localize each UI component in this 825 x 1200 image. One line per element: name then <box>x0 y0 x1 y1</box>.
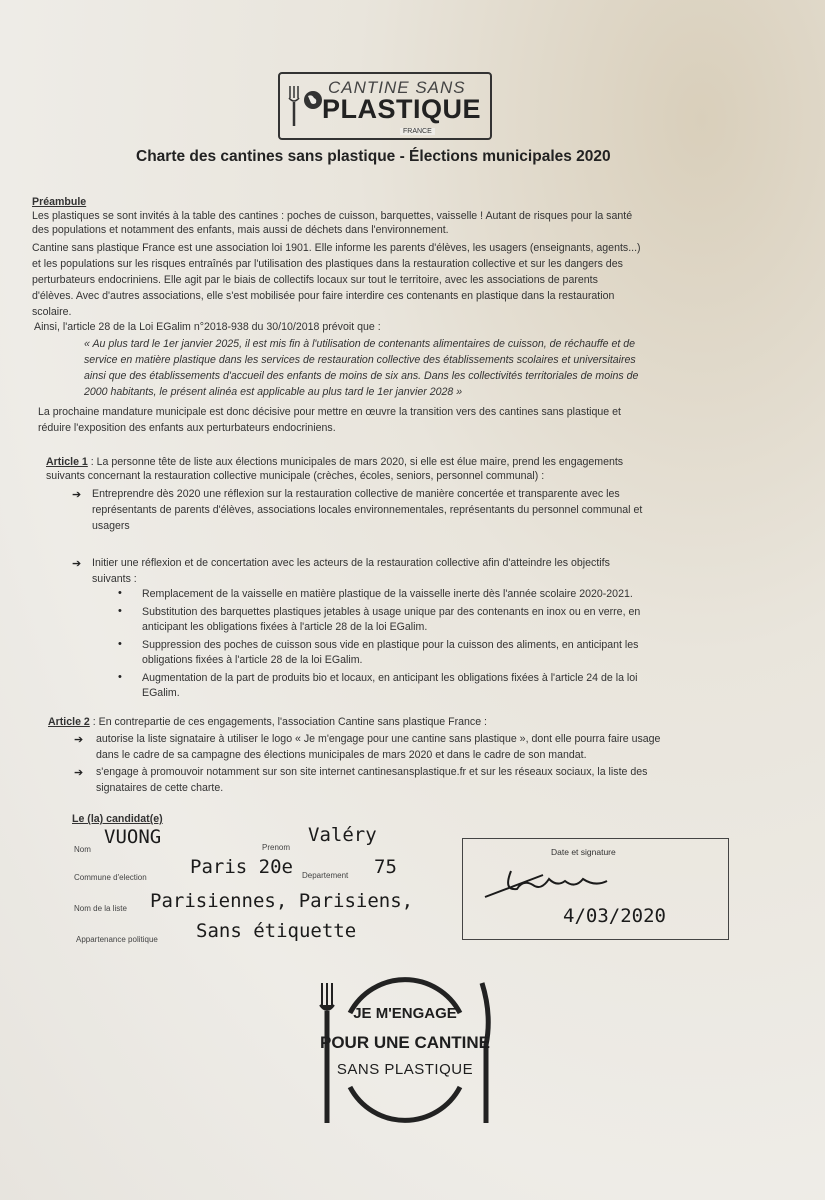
badge-line-2: POUR UNE CANTINE <box>319 1033 490 1052</box>
article2-item-line: autorise la liste signataire à utiliser le logo « Je m'engage pour une cantine sans plastique », dont elle pourra faire usage <box>96 733 661 745</box>
logo-line-2: PLASTIQUE <box>322 94 482 124</box>
commune-label: Commune d'election <box>74 873 147 882</box>
article2-item-line: signataires de cette charte. <box>96 782 224 794</box>
departement-value: 75 <box>374 856 397 878</box>
preambule-line: perturbateurs endocriniens. Elle agit par le biais de collectifs locaux sur tout le territoire, avec les associations de parents <box>32 274 598 286</box>
article2-item-line: dans le cadre de sa campagne des élections municipales de mars 2020 et dans le cadre de son mandat. <box>96 749 587 761</box>
article1-intro-line: suivants concernant la restauration collective municipale (crèches, écoles, seniors, personnel communal) : <box>46 470 545 482</box>
quote-line: ainsi que des établissements d'accueil des enfants de moins de six ans. Dans les collectivités territoriales de moins de <box>84 370 639 382</box>
quote-line: 2000 habitants, le présent alinéa est applicable au plus tard le 1er janvier 2028 » <box>84 386 463 398</box>
badge-line-1: JE M'ENGAGE <box>353 1005 457 1022</box>
preambule-line: Ainsi, l'article 28 de la Loi EGalim n°2018-938 du 30/10/2018 prévoit que : <box>34 321 381 333</box>
bullet-dot: • <box>118 671 122 683</box>
article2-item-line: s'engage à promouvoir notamment sur son site internet cantinesansplastique.fr et sur les réseaux sociaux, la liste des <box>96 766 648 778</box>
nom-value: VUONG <box>104 826 162 848</box>
badge-line-3: SANS PLASTIQUE <box>336 1061 474 1078</box>
signature-box-heading: Date et signature <box>551 847 616 857</box>
nom-label: Nom <box>74 845 91 854</box>
quote-line: « Au plus tard le 1er janvier 2025, il est mis fin à l'utilisation de contenants alimentaires de cuisson, de réchauffe et de <box>84 338 636 350</box>
commune-value: Paris 20e <box>190 856 293 878</box>
departement-label: Departement <box>302 871 349 880</box>
preambule-line: des populations et notamment des enfants, mais aussi de déchets dans l'environnement. <box>32 224 449 236</box>
arrow-bullet-icon: ➔ <box>72 558 82 570</box>
preambule-line: d'élèves. Avec d'autres associations, elle s'est mobilisée pour faire interdire ces contenants en plastique dans la restauration <box>32 290 615 302</box>
article1-intro: : La personne tête de liste aux élections municipales de mars 2020, si elle est élue maire, prend les engagements <box>87 456 624 468</box>
appartenance-value: Sans étiquette <box>196 920 357 942</box>
article1-item-line: représentants de parents d'élèves, associations locales environnementales, représentants du personnel communal et <box>92 504 643 516</box>
liste-label: Nom de la liste <box>74 904 127 913</box>
bullet-line: Augmentation de la part de produits bio et locaux, en anticipant les obligations fixées à l'article 24 de la loi <box>142 672 638 684</box>
je-m-engage-badge <box>310 975 500 1125</box>
article2-intro: : En contrepartie de ces engagements, l'association Cantine sans plastique France : <box>89 716 487 728</box>
article1-item-line: usagers <box>92 520 130 532</box>
article2-heading: Article 2 <box>48 716 90 728</box>
arrow-bullet-icon: ➔ <box>74 767 84 779</box>
bullet-dot: • <box>118 587 122 599</box>
article2-intro-row <box>48 715 487 729</box>
bullet-line: Remplacement de la vaisselle en matière plastique de la vaisselle inerte dès l'année scolaire 2020-2021. <box>142 588 633 600</box>
preambule-line: Les plastiques se sont invités à la table des cantines : poches de cuisson, barquettes, vaisselle ! Autant de risques pour la santé <box>32 210 633 222</box>
bullet-dot: • <box>118 605 122 617</box>
cantine-sans-plastique-logo <box>278 72 490 142</box>
signature-box <box>462 838 729 940</box>
preambule-line: Cantine sans plastique France est une association loi 1901. Elle informe les parents d'élèves, les usagers (enseignants, agents...) <box>32 242 641 254</box>
signature-date: 4/03/2020 <box>563 905 666 927</box>
bullet-line: Suppression des poches de cuisson sous vide en plastique pour la cuisson des aliments, en anticipant les <box>142 639 639 651</box>
page-title: Charte des cantines sans plastique - Élections municipales 2020 <box>136 148 611 165</box>
article1-item-line: Initier une réflexion et de concertation avec les acteurs de la restauration collective afin d'atteindre les objectifs <box>92 557 610 569</box>
preambule-line: scolaire. <box>32 306 72 318</box>
article1-heading: Article 1 <box>46 456 88 468</box>
article1-item-line: Entreprendre dès 2020 une réflexion sur la restauration collective de manière concertée et transparente avec les <box>92 488 620 500</box>
preambule-heading: Préambule <box>32 196 87 208</box>
liste-value: Parisiennes, Parisiens, <box>150 890 414 912</box>
logo-line-1: CANTINE SANS <box>328 78 466 97</box>
preambule-line: et les populations sur les risques entraînés par l'utilisation des plastiques dans la restauration collective et sur les dangers des <box>32 258 623 270</box>
bullet-line: EGalim. <box>142 687 180 699</box>
arrow-bullet-icon: ➔ <box>74 734 84 746</box>
prenom-label: Prenom <box>262 843 291 852</box>
logo-line-3: FRANCE <box>400 128 435 135</box>
preambule-after: La prochaine mandature municipale est donc décisive pour mettre en œuvre la transition vers des cantines sans plastique et <box>38 406 621 418</box>
bullet-line: anticipant les obligations fixées à l'article 28 de la loi EGalim. <box>142 621 428 633</box>
bullet-line: Substitution des barquettes plastiques jetables à usage unique par des contenants en inox ou en verre, en <box>142 606 641 618</box>
article1-item-line: suivants : <box>92 573 137 585</box>
prenom-value: Valéry <box>308 824 377 846</box>
article1-intro-row <box>46 455 623 469</box>
bullet-line: obligations fixées à l'article 28 de la loi EGalim. <box>142 654 363 666</box>
fork-globe-icon <box>286 84 326 128</box>
signature-scribble <box>483 861 683 901</box>
quote-line: service en matière plastique dans les services de restauration collective des établissements scolaires et universitaires <box>84 354 636 366</box>
bullet-dot: • <box>118 638 122 650</box>
appartenance-label: Appartenance politique <box>76 935 158 944</box>
preambule-after: réduire l'exposition des enfants aux perturbateurs endocriniens. <box>38 422 336 434</box>
arrow-bullet-icon: ➔ <box>72 489 82 501</box>
candidate-heading: Le (la) candidat(e) <box>72 813 163 825</box>
